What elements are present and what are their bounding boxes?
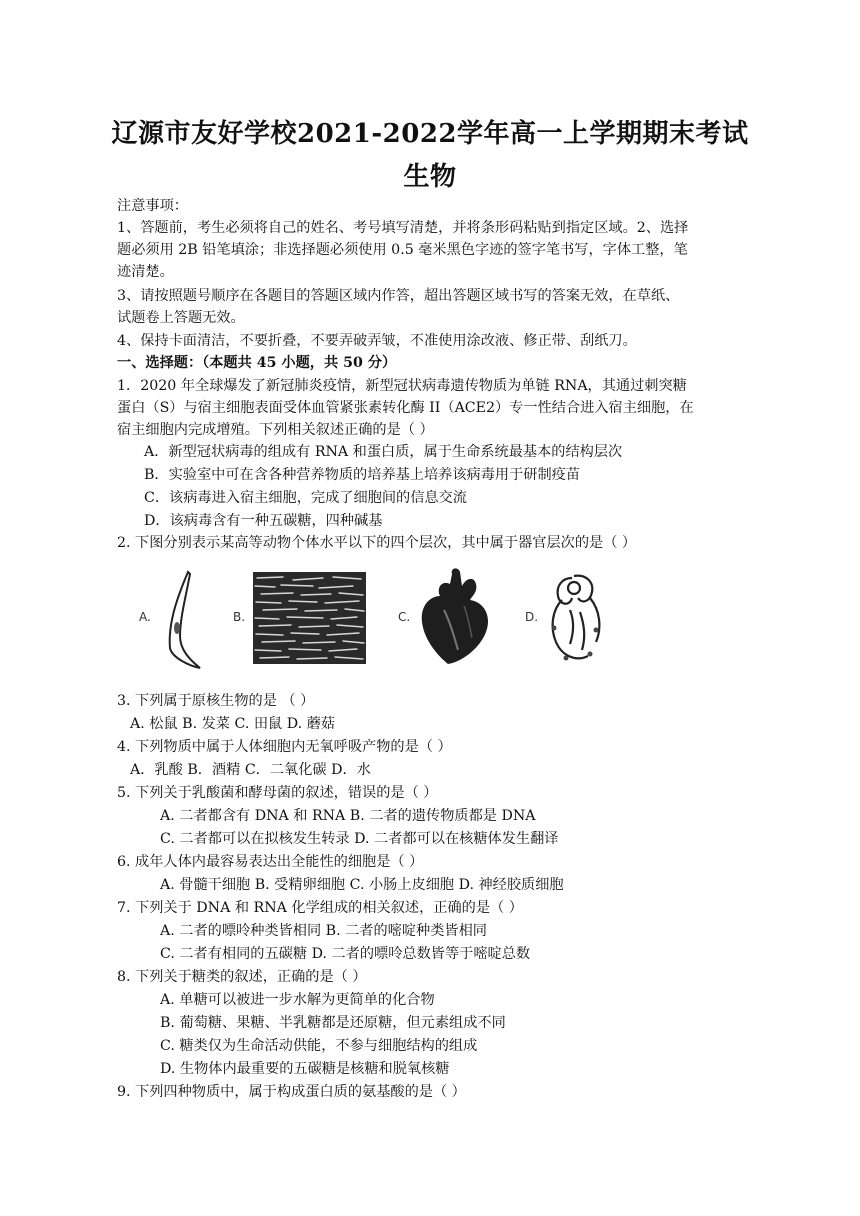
- notes-line: 3、请按照题号顺序在各题目的答题区域内作答，超出答题区域书写的答案无效，在草纸、: [117, 288, 680, 304]
- q6-stem: 6. 成年人体内最容易表达出全能性的细胞是（ ）: [117, 854, 424, 870]
- q3-options: A. 松鼠 B. 发菜 C. 田鼠 D. 蘑菇: [130, 716, 335, 732]
- q7-stem: 7. 下列关于 DNA 和 RNA 化学组成的相关叙述，正确的是（ ）: [117, 900, 523, 916]
- q4-options: A．乳酸 B．酒精 C．二氧化碳 D．水: [130, 762, 371, 778]
- q7-options: A. 二者的嘌呤种类皆相同 B. 二者的嘧啶种类皆相同: [160, 923, 487, 939]
- q3-stem: 3. 下列属于原核生物的是 （ ）: [117, 693, 315, 709]
- q2-stem: 2. 下图分别表示某高等动物个体水平以下的四个层次，其中属于器官层次的是（ ）: [117, 535, 637, 551]
- q8-option-c: C. 糖类仅为生命活动供能，不参与细胞结构的组成: [160, 1038, 478, 1054]
- q4-stem: 4. 下列物质中属于人体细胞内无氧呼吸产物的是（ ）: [117, 739, 452, 755]
- notes-line: 4、保持卡面清洁，不要折叠，不要弄破弄皱，不准使用涂改液、修正带、刮纸刀。: [117, 333, 637, 349]
- notes-line: 迹清楚。: [117, 264, 174, 280]
- figure-label-a: A.: [139, 610, 151, 624]
- notes-heading: 注意事项：: [117, 198, 188, 214]
- q5-options: C. 二者都可以在拟核发生转录 D. 二者都可以在核糖体发生翻译: [160, 831, 559, 847]
- q1-stem: 蛋白（S）与宿主细胞表面受体血管紧张素转化酶 II（ACE2）专一性结合进入宿主细胞，在: [117, 400, 694, 416]
- q8-option-a: A. 单糖可以被进一步水解为更简单的化合物: [160, 992, 435, 1008]
- q9-stem: 9. 下列四种物质中，属于构成蛋白质的氨基酸的是（ ）: [117, 1084, 466, 1100]
- figure-label-d: D.: [525, 610, 539, 624]
- q5-options: A. 二者都含有 DNA 和 RNA B. 二者的遗传物质都是 DNA: [160, 808, 536, 824]
- q1-option-d: D．该病毒含有一种五碳糖，四种碱基: [144, 513, 383, 529]
- notes-line: 试题卷上答题无效。: [117, 310, 245, 326]
- q8-option-d: D. 生物体内最重要的五碳糖是核糖和脱氧核糖: [160, 1061, 450, 1077]
- q5-stem: 5. 下列关于乳酸菌和酵母菌的叙述，错误的是（ ）: [117, 785, 438, 801]
- q8-option-b: B. 葡萄糖、果糖、半乳糖都是还原糖，但元素组成不同: [160, 1015, 506, 1031]
- figure-label-c: C.: [398, 610, 411, 624]
- heart-image: [414, 566, 494, 666]
- q7-options: C. 二者有相同的五碳糖 D. 二者的嘌呤总数皆等于嘧啶总数: [160, 946, 531, 962]
- section-heading: 一、选择题：（本题共 45 小题，共 50 分）: [117, 355, 397, 371]
- exam-title: 辽源市友好学校2021-2022学年高一上学期期末考试: [111, 119, 749, 149]
- figure-label-b: B.: [233, 610, 246, 624]
- notes-line: 题必须用 2B 铅笔填涂；非选择题必须使用 0.5 毫米黑色字迹的签字笔书写，字体工整，笔: [117, 242, 688, 258]
- q1-option-a: A．新型冠状病毒的组成有 RNA 和蛋白质，属于生命系统最基本的结构层次: [144, 444, 623, 460]
- q1-option-b: B．实验室中可在含各种营养物质的培养基上培养该病毒用于研制疫苗: [144, 467, 581, 483]
- notes-line: 1、答题前，考生必须将自己的姓名、考号填写清楚，并将条形码粘贴到指定区域。2、选择: [117, 220, 689, 236]
- muscle-cell-image: [160, 570, 205, 670]
- exam-subject: 生物: [403, 162, 457, 192]
- q1-stem: 宿主细胞内完成增殖。下列相关叙述正确的是（ ）: [117, 422, 434, 438]
- q6-options: A. 骨髓干细胞 B. 受精卵细胞 C. 小肠上皮细胞 D. 神经胶质细胞: [160, 877, 564, 893]
- q1-stem: 1．2020 年全球爆发了新冠肺炎疫情，新型冠状病毒遗传物质为单链 RNA，其通过刺突糖: [117, 378, 687, 394]
- nervous-system-image: [544, 570, 606, 666]
- q1-option-c: C．该病毒进入宿主细胞，完成了细胞间的信息交流: [144, 490, 467, 506]
- q8-stem: 8. 下列关于糖类的叙述，正确的是（ ）: [117, 969, 367, 985]
- tissue-image: [253, 572, 366, 664]
